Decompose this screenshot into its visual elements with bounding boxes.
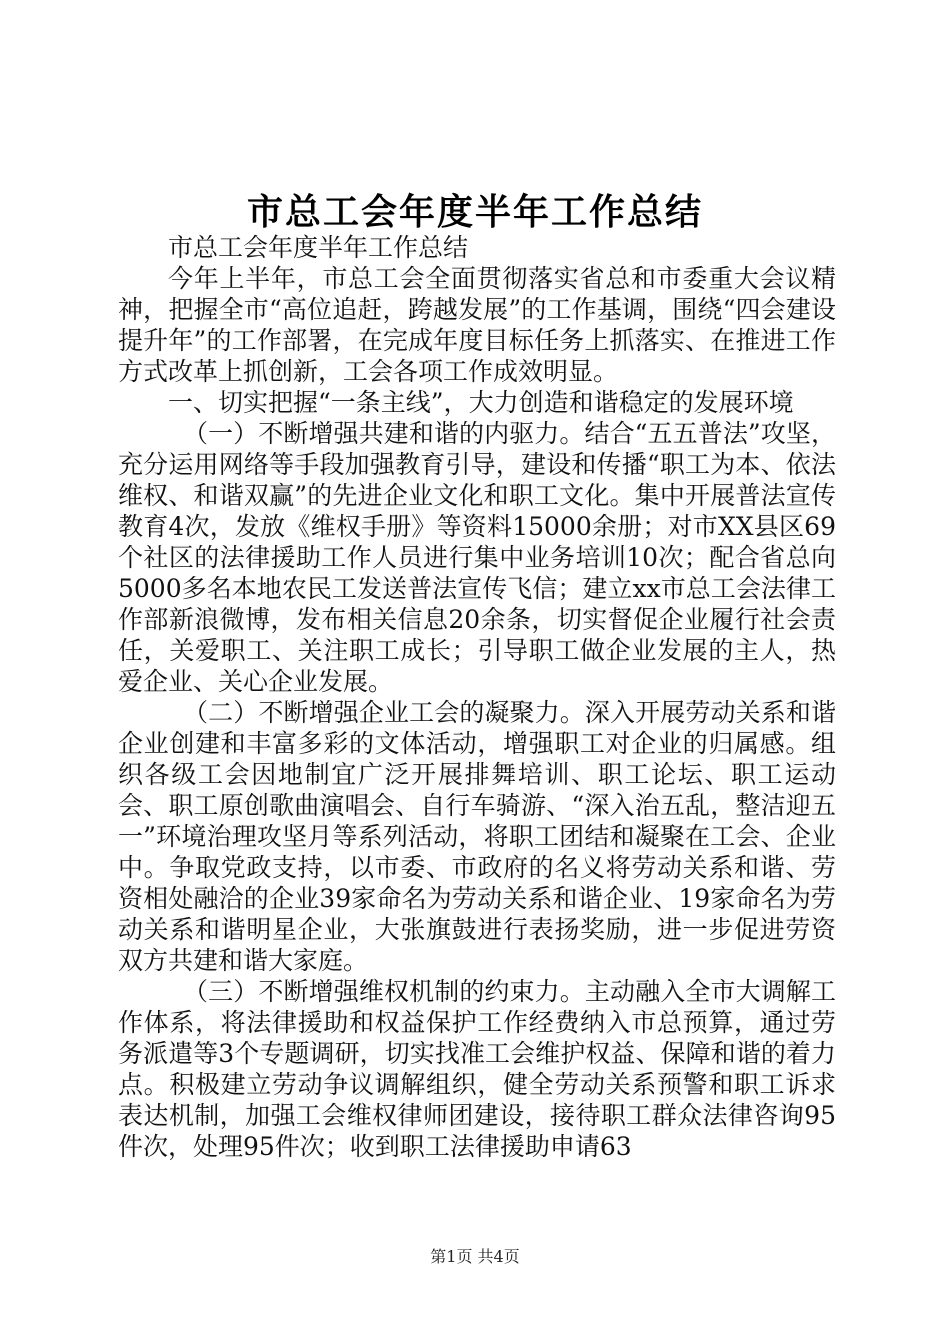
document-body — [118, 232, 836, 1162]
section-heading-1: 一、切实把握“一条主线”，大力创造和谐稳定的发展环境 — [168, 388, 794, 417]
paragraph-subtitle: 市总工会年度半年工作总结 — [168, 233, 469, 262]
paragraph-item-3: （三）不断增强维权机制的约束力。主动融入全市大调解工作体系，将法律援助和权益保护工作经费纳入市总预算，通过劳务派遣等3个专题调研，切实找准工会维护权益、保障和谐的着力点。积极建立劳动争议调解组织，健全劳动关系预警和职工诉求表达机制，加强工会维权律师团建设，接待职工群众法律咨询95件次，处理95件次；收到职工法律援助申请63 — [118, 977, 836, 1161]
document-title: 市总工会年度半年工作总结 — [246, 191, 703, 233]
paragraph-item-1: （一）不断增强共建和谐的内驱力。结合“五五普法”攻坚，充分运用网络等手段加强教育引导，建设和传播“职工为本、依法维权、和谐双赢”的先进企业文化和职工文化。集中开展普法宣传教育4次，发放《维权手册》等资料15000余册；对市XX县区69个社区的法律援助工作人员进行集中业务培训10次；配合省总向5000多名本地农民工发送普法宣传飞信；建立xx市总工会法律工作部新浪微博，发布相关信息20余条，切实督促企业履行社会责任，关爱职工、关注职工成长；引导职工做企业发展的主人，热爱企业、关心企业发展。 — [118, 419, 836, 696]
paragraph-intro: 今年上半年，市总工会全面贯彻落实省总和市委重大会议精神，把握全市“高位追赶，跨越发展”的工作基调，围绕“四会建设提升年”的工作部署，在完成年度目标任务上抓落实、在推进工作方式改革上抓创新，工会各项工作成效明显。 — [118, 264, 836, 386]
page-footer: 第1页 共4页 — [430, 1247, 520, 1266]
paragraph-item-2: （二）不断增强企业工会的凝聚力。深入开展劳动关系和谐企业创建和丰富多彩的文体活动，增强职工对企业的归属感。组织各级工会因地制宜广泛开展排舞培训、职工论坛、职工运动会、职工原创歌曲演唱会、自行车骑游、“深入治五乱，整洁迎五一”环境治理攻坚月等系列活动，将职工团结和凝聚在工会、企业中。争取党政支持，以市委、市政府的名义将劳动关系和谐、劳资相处融洽的企业39家命名为劳动关系和谐企业、19家命名为劳动关系和谐明星企业，大张旗鼓进行表扬奖励，进一步促进劳资双方共建和谐大家庭。 — [118, 698, 836, 975]
